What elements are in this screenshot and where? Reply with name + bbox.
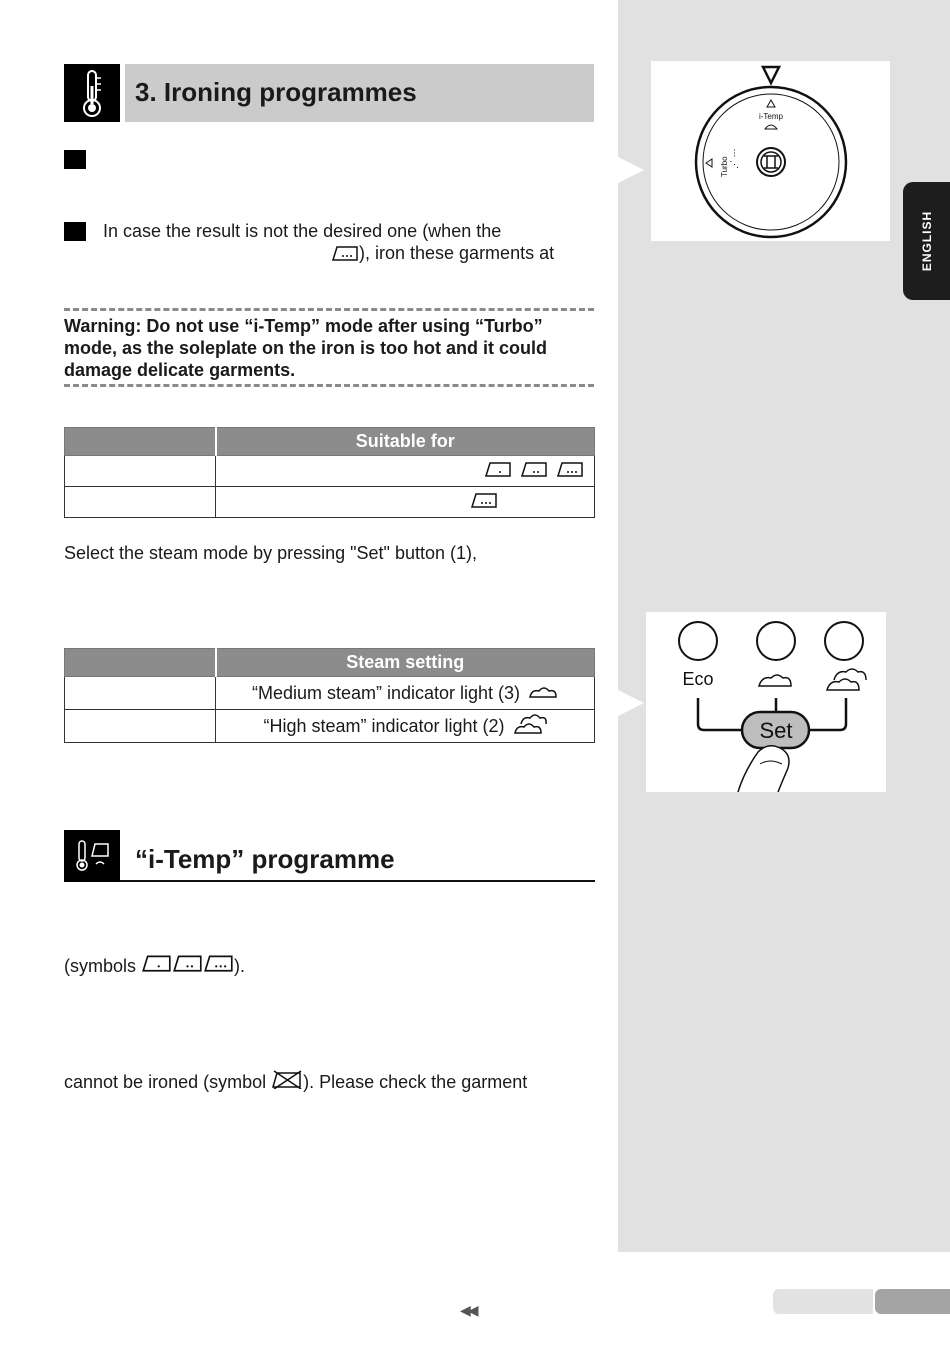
footer-tab-dark [875,1289,950,1314]
programme-table [64,427,595,518]
high-steam-indicator-light [825,622,863,660]
control-panel-illustration [646,612,886,792]
high-steam-text: “High steam” indicator light (2) [263,715,505,736]
no-iron-icon [271,1069,303,1094]
dial-itemp-label: i-Temp [758,112,784,121]
medium-steam-text: “Medium steam” indicator light (3) [251,682,521,703]
iron-two-dots-icon [520,460,548,483]
iron-three-dots-icon [556,460,584,483]
divider-dashed [64,384,594,387]
eco-label: Eco [682,669,714,689]
table-row [65,677,595,710]
note-text-suffix: ), iron these garments at [359,243,555,263]
table-header-empty [65,428,216,456]
section-underline [120,880,595,882]
illustration-pointer [618,690,644,716]
cannot-prefix: cannot be ironed (symbol [64,1071,272,1092]
i-temp-icon [64,830,120,882]
table-header-suitable-for: Suitable for [216,428,595,456]
page-title: 3. Ironing programmes [135,77,417,107]
table-row [65,487,595,518]
table-cell [65,677,216,710]
medium-steam-icon [528,683,558,704]
table-cell [65,487,216,518]
iron-three-dots-icon [470,491,498,514]
dial-drawing [651,61,890,241]
thermometer-icon [64,64,120,122]
table-header-steam-setting: Steam setting [216,649,595,677]
table-row [65,710,595,743]
warning-text: Warning: Do not use “i-Temp” mode after using “Turbo” mode, as the soleplate on the iron is too hot and it could damage delicate garments. [64,316,548,380]
iron-three-dots-icon [203,953,234,978]
steam-instruction-text: Select the steam mode by pressing "Set" button (1), [64,543,477,563]
section-title: “i-Temp” programme [135,844,395,874]
iron-one-dot-icon [484,460,512,483]
table-cell [65,456,216,487]
table-cell [216,710,595,743]
steam-table [64,648,595,743]
bullet-marker [64,222,86,241]
illustration-pointer [618,157,644,183]
iron-one-dot-icon [141,953,172,978]
dial-illustration [651,61,890,241]
symbols-suffix: ). [234,955,246,976]
symbols-text [64,953,245,978]
page-marker: ◀◀ [460,1302,476,1318]
table-header-empty [65,649,216,677]
divider-dashed [64,308,594,311]
note-text-line1: In case the result is not the desired one (when the [103,221,502,241]
footer-tab-light [773,1289,873,1314]
iron-three-dots-icon [331,244,359,262]
table-row [65,456,595,487]
table-cell-icons [216,456,595,487]
medium-steam-indicator-light [757,622,795,660]
cannot-iron-text [64,1069,527,1094]
svg-text:⋰ ⋯: ⋰ ⋯ [729,148,739,169]
note-text-line2 [331,242,554,264]
dial-turbo-label: Turbo [720,156,729,177]
language-tab[interactable] [903,182,950,300]
eco-indicator-light [679,622,717,660]
control-panel-drawing [646,612,886,792]
table-cell [65,710,216,743]
iron-two-dots-icon [172,953,203,978]
table-cell [216,677,595,710]
set-label: Set [759,718,793,743]
symbols-prefix: (symbols [64,955,142,976]
cannot-suffix: ). Please check the garment [303,1071,528,1092]
high-steam-icon [513,713,547,740]
table-cell-icons [216,487,595,518]
bullet-marker [64,150,86,169]
language-tab-label: ENGLISH [919,210,934,272]
